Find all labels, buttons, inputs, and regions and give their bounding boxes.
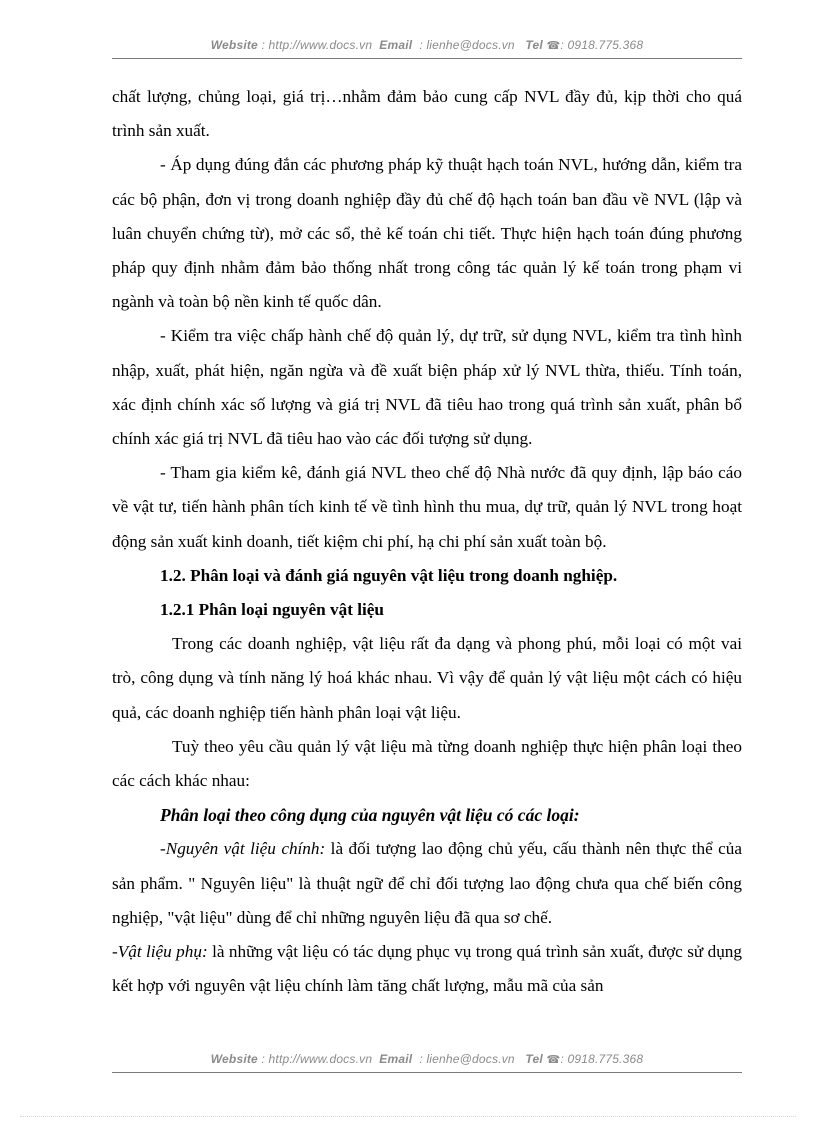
- footer-divider: [112, 1072, 742, 1073]
- footer-tel-value: : 0918.775.368: [560, 1052, 644, 1066]
- header-website-label: Website: [210, 38, 258, 52]
- footer-website-label: Website: [210, 1052, 258, 1066]
- footer-website-link[interactable]: : http://www.docs.vn: [261, 1052, 373, 1066]
- term-auxiliary-materials: -Vật liệu phụ:: [112, 942, 208, 962]
- page-header: [112, 38, 742, 52]
- paragraph-inventory: - Tham gia kiểm kê, đánh giá NVL theo chế độ Nhà nước đã quy định, lập báo cáo về vật tư, tiến hành phân tích kinh tế về tình hình thu mua, dự trữ, quản lý NVL trong hoạt động sản xuất kinh doanh, tiết kiệm chi phí, hạ chi phí sản xuất toàn bộ.: [112, 463, 742, 551]
- footer-tel-label: Tel: [525, 1052, 543, 1066]
- footer-email-label: Email: [379, 1052, 413, 1066]
- definition-auxiliary-materials: là những vật liệu có tác dụng phục vụ trong quá trình sản xuất, được sử dụng kết hợp với nguyên vật liệu chính làm tăng chất lượng, mẫu mã của sản: [112, 942, 742, 996]
- footer-email-link[interactable]: : lienhe@docs.vn: [419, 1052, 515, 1066]
- header-website-link[interactable]: : http://www.docs.vn: [261, 38, 373, 52]
- paragraph-accounting-methods: - Áp dụng đúng đắn các phương pháp kỹ thuật hạch toán NVL, hướng dẫn, kiểm tra các bộ phận, đơn vị trong doanh nghiệp đầy đủ chế độ hạch toán ban đầu về NVL (lập và luân chuyển chứng từ), mở các sổ, thẻ kế toán chi tiết. Thực hiện hạch toán đúng phương pháp quy định nhằm đảm bảo thống nhất trong công tác quản lý kế toán trong phạm vi ngành và toàn bộ nền kinh tế quốc dân.: [112, 155, 742, 312]
- paragraph-main-materials: [112, 832, 742, 935]
- term-main-materials: -Nguyên vật liệu chính:: [160, 839, 326, 859]
- phone-icon: ☎: [546, 40, 561, 52]
- section-heading-1-2: 1.2. Phân loại và đánh giá nguyên vật liệu trong doanh nghiệp.: [160, 565, 618, 585]
- header-divider: [112, 58, 742, 59]
- paragraph-material-diversity: Trong các doanh nghiệp, vật liệu rất đa dạng và phong phú, mỗi loại có một vai trò, công dụng và tính năng lý hoá khác nhau. Vì vậy để quản lý vật liệu một cách có hiệu quả, các doanh nghiệp tiến hành phân loại vật liệu.: [112, 634, 742, 722]
- paragraph-auxiliary-materials: [112, 935, 742, 1003]
- page-footer: [112, 1052, 742, 1066]
- paragraph-classification-methods: Tuỳ theo yêu cầu quản lý vật liệu mà từng doanh nghiệp thực hiện phân loại theo các cách khác nhau:: [112, 736, 742, 791]
- header-tel-value: : 0918.775.368: [560, 38, 644, 52]
- section-heading-1-2-1: 1.2.1 Phân loại nguyên vật liệu: [160, 600, 384, 620]
- page-edge-dotted-line: [20, 1116, 796, 1117]
- header-email-label: Email: [379, 38, 413, 52]
- header-email-link[interactable]: : lienhe@docs.vn: [419, 38, 515, 52]
- phone-icon: ☎: [546, 1054, 561, 1066]
- paragraph-continuation: chất lượng, chủng loại, giá trị…nhằm đảm bảo cung cấp NVL đầy đủ, kịp thời cho quá trình sản xuất.: [112, 87, 742, 141]
- subheading-classification-by-use: Phân loại theo công dụng của nguyên vật liệu có các loại:: [160, 805, 580, 826]
- paragraph-inspection: - Kiểm tra việc chấp hành chế độ quản lý, dự trữ, sử dụng NVL, kiểm tra tình hình nhập, xuất, phát hiện, ngăn ngừa và đề xuất biện pháp xử lý NVL thừa, thiếu. Tính toán, xác định chính xác số lượng và giá trị NVL đã tiêu hao trong quá trình sản xuất, phân bổ chính xác giá trị NVL đã tiêu hao vào các đối tượng sử dụng.: [112, 326, 742, 449]
- document-body: [112, 80, 742, 1003]
- definition-main-materials: là đối tượng lao động chủ yếu, cấu thành nên thực thể của sản phẩm. " Nguyên liệu" là thuật ngữ để chỉ đối tượng lao động chưa qua chế biến công nghiệp, "vật liệu" dùng để chỉ những nguyên liệu đã qua sơ chế.: [112, 839, 742, 927]
- header-tel-label: Tel: [525, 38, 543, 52]
